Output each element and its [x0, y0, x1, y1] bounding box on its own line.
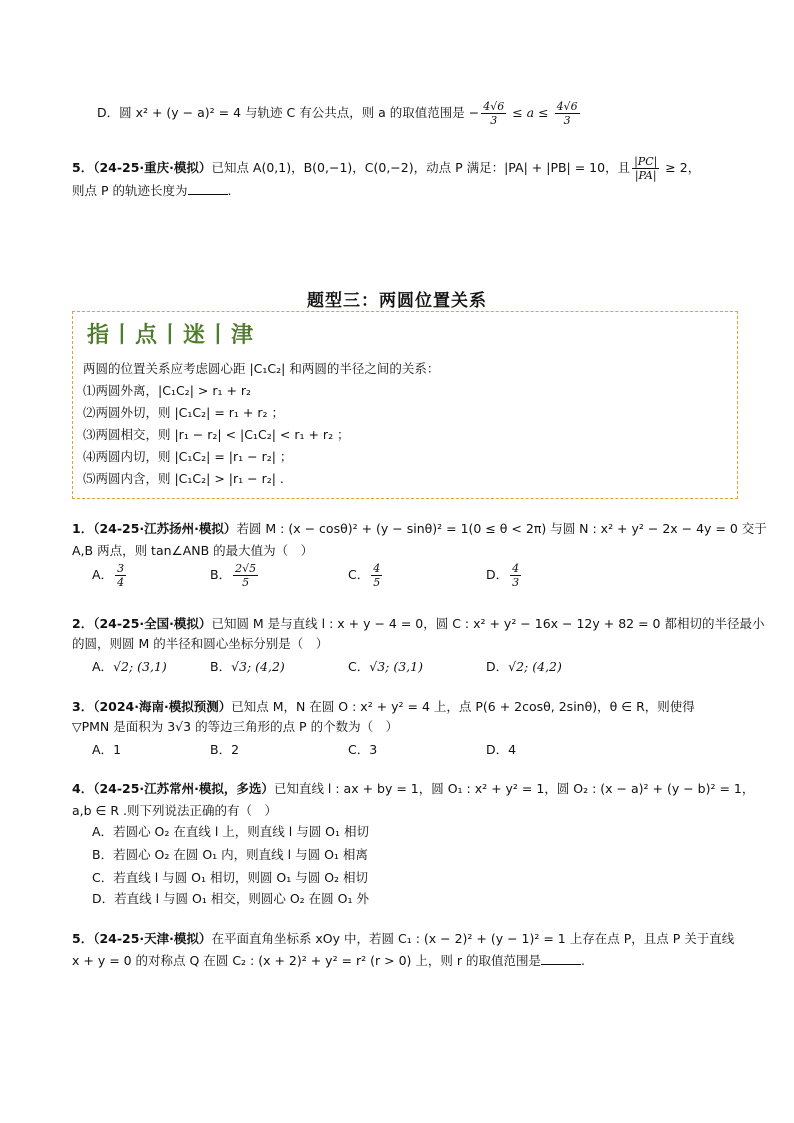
fraction: $\frac{4√6}{3}$	[556, 100, 578, 127]
tips-box	[72, 311, 738, 499]
fraction: $\frac{4}{5}$	[373, 562, 381, 589]
tips-item: ⑴两圆外离，|C₁C₂| > r₁ + r₂	[83, 383, 252, 398]
question-2: 2．（24-25·全国·模拟）已知圆 M 是与直线 l : x + y − 4 = 0，圆 C : x² + y² − 16x − 12y + 82 = 0 都相切的半径最小 的圆，则圆 M 的半径和圆心坐标分别是（ ）	[72, 616, 765, 651]
question-4: 4．（24-25·江苏常州·模拟，多选）已知直线 l : ax + by = 1，圆 O₁ : x² + y² = 1，圆 O₂ : (x − a)² + (y − b)² = 1， a,b ∈ R .则下列说法正确的有（ ）	[72, 781, 755, 818]
option-a[interactable]: A． $\frac{3}{4}$	[92, 562, 125, 589]
tips-badge: 指丨点丨迷丨津	[87, 323, 256, 348]
option-d[interactable]: D． $\frac{4}{3}$	[486, 562, 520, 589]
tips-item: ⑶两圆相交，则 |r₁ − r₂| < |C₁C₂| < r₁ + r₂ ；	[83, 427, 350, 442]
tips-intro: 两圆的位置关系应考虑圆心距 |C₁C₂| 和两圆的半径之间的关系：	[83, 361, 440, 376]
question-5: 5．（24-25·天津·模拟）在平面直角坐标系 xOy 中，若圆 C₁ : (x − 2)² + (y − 1)² = 1 上存在点 P，且点 P 关于直线 x + y = 0 的对称点 Q 在圆 C₂ : (x + 2)² + y² = r² (r > 0) 上，则 r 的取值范围是 .	[72, 931, 735, 968]
answer-blank	[541, 952, 581, 965]
question-3: 3．（2024·海南·模拟预测）已知点 M，N 在圆 O : x² + y² = 4 上，点 P(6 + 2cosθ, 2sinθ)，θ ∈ R，则使得 ▽PMN 是面积为 3√3 的等边三角形的点 P 的个数为（ ）	[72, 699, 695, 734]
option-b[interactable]: B．√3; (4,2)	[210, 659, 285, 674]
option-b[interactable]: B．若圆心 O₂ 在圆 O₁ 内，则直线 l 与圆 O₁ 相离	[92, 847, 368, 862]
tips-item: ⑷两圆内切，则 |C₁C₂| = |r₁ − r₂| ；	[83, 449, 293, 464]
option-c[interactable]: C． $\frac{4}{5}$	[348, 562, 381, 589]
question-1: 1．（24-25·江苏扬州·模拟）若圆 M : (x − cosθ)² + (y − sinθ)² = 1(0 ≤ θ < 2π) 与圆 N : x² + y² − 2x − 4y = 0 交于 A,B 两点，则 tan∠ANB 的最大值为（ ）	[72, 521, 767, 558]
option-d[interactable]: D．若直线 l 与圆 O₁ 相交，则圆心 O₂ 在圆 O₁ 外	[92, 891, 369, 906]
option-c[interactable]: C．若直线 l 与圆 O₁ 相切，则圆 O₁ 与圆 O₂ 相切	[92, 870, 369, 885]
prev-question-5: 5．（24-25·重庆·模拟）已知点 A(0,1)，B(0,−1)，C(0,−2)，动点 P 满足：|PA| + |PB| = 10，且 $\frac{|PC|}{|PA|}$ ≥ 2， 则点 P 的轨迹长度为 .	[72, 155, 701, 198]
fraction: $\frac{3}{4}$	[117, 562, 125, 589]
option-d[interactable]: D．√2; (4,2)	[486, 659, 562, 674]
tips-item: ⑵两圆外切，则 |C₁C₂| = r₁ + r₂ ；	[83, 405, 284, 420]
tips-body	[83, 358, 439, 490]
fraction: $\frac{4}{3}$	[512, 562, 520, 589]
fraction: $\frac{|PC|}{|PA|}$	[634, 155, 658, 182]
prev-option-d-text: D．圆 x² + (y − a)² = 4 与轨迹 C 有公共点，则 a 的取值范围是 −	[97, 105, 480, 120]
option-a[interactable]: A．若圆心 O₂ 在直线 l 上，则直线 l 与圆 O₁ 相切	[92, 824, 369, 839]
option-d[interactable]: D．4	[486, 742, 517, 757]
option-c[interactable]: C．3	[348, 742, 378, 757]
option-c[interactable]: C．√3; (3,1)	[348, 659, 423, 674]
tips-item: ⑸两圆内含，则 |C₁C₂| > |r₁ − r₂| .	[83, 471, 284, 486]
option-b[interactable]: B． $\frac{2√5}{5}$	[210, 562, 257, 589]
fraction: $\frac{2√5}{5}$	[235, 562, 257, 589]
answer-blank	[188, 182, 228, 195]
section-title: 题型三：两圆位置关系	[307, 291, 487, 311]
option-a[interactable]: A．1	[92, 742, 122, 757]
prev-option-d: D．圆 x² + (y − a)² = 4 与轨迹 C 有公共点，则 a 的取值范围是 − $\frac{4√6}{3}$ ≤ a ≤ $\frac{4√6}{3}$	[97, 100, 578, 127]
option-b[interactable]: B．2	[210, 742, 240, 757]
option-a[interactable]: A．√2; (3,1)	[92, 659, 167, 674]
fraction: $\frac{4√6}{3}$	[483, 100, 505, 127]
